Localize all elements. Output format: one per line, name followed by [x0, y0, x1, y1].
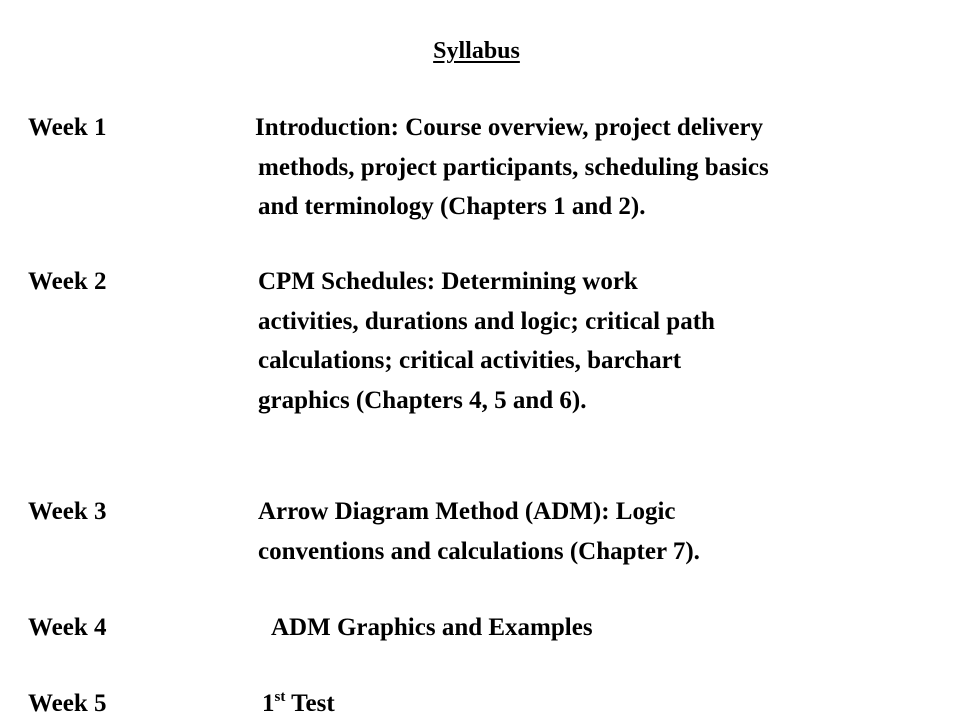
week-3-line-1: Arrow Diagram Method (ADM): Logic — [258, 498, 676, 525]
week-1-description — [255, 113, 769, 232]
week-5-description — [262, 689, 335, 722]
week-5-test-ordinal: st — [274, 689, 286, 705]
week-4-description — [271, 613, 593, 643]
week-3-description — [258, 497, 700, 576]
week-2-line-4: graphics (Chapters 4, 5 and 6). — [258, 386, 587, 414]
week-1-label: Week 1 — [28, 114, 107, 141]
week-4-label: Week 4 — [28, 614, 107, 641]
week-5-test-number: 1 — [262, 690, 275, 717]
week-5-test-word: Test — [291, 690, 335, 717]
syllabus-title: Syllabus — [433, 38, 520, 64]
week-3-label: Week 3 — [28, 498, 107, 525]
week-2-description — [258, 267, 715, 425]
week-1-line-1: Introduction: Course overview, project delivery — [255, 114, 764, 141]
week-1-line-2: methods, project participants, scheduling basics — [258, 153, 769, 181]
week-2-line-3: calculations; critical activities, barchart — [258, 347, 682, 374]
week-5-label: Week 5 — [28, 690, 107, 717]
week-5-line-1 — [262, 689, 335, 722]
week-1-line-3: and terminology (Chapters 1 and 2). — [258, 193, 646, 220]
week-2-line-2: activities, durations and logic; critical path — [258, 307, 715, 335]
week-2-line-1: CPM Schedules: Determining work — [258, 268, 638, 295]
week-4-line-1: ADM Graphics and Examples — [271, 614, 593, 641]
week-2-label: Week 2 — [28, 268, 107, 295]
week-3-line-2: conventions and calculations (Chapter 7). — [258, 537, 700, 565]
